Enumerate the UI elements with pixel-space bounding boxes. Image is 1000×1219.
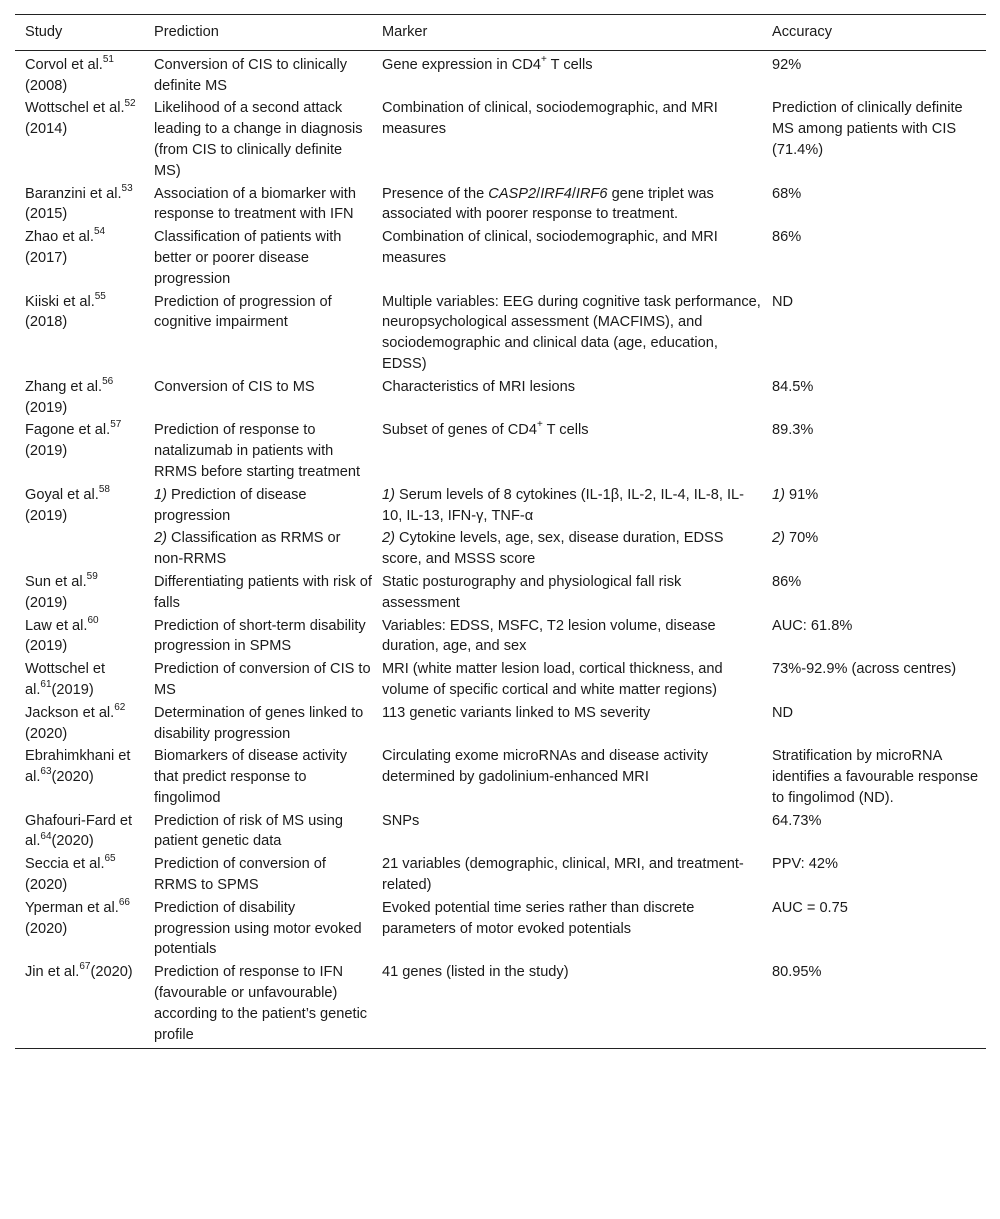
accuracy-cell: 64.73% <box>772 812 822 829</box>
accuracy-cell: PPV: 42% <box>772 856 838 873</box>
prediction-cell: Prediction of disability progression using motor evoked potentials <box>154 899 362 958</box>
prediction-cell: Prediction of short-term disability progression in SPMS <box>154 617 366 655</box>
study-cell: Ebrahimkhani et al.$^{63}$(2020) <box>25 748 131 786</box>
prediction-cell: Prediction of response to IFN (favourable or unfavourable) according to the patient’s genetic profile <box>144 962 372 1049</box>
accuracy-cell: 1) 91% <box>772 486 819 503</box>
prediction-cell: Prediction of progression of cognitive impairment <box>154 293 332 331</box>
accuracy-cell: 86% <box>772 229 802 246</box>
accuracy-cell: 86% <box>772 573 802 590</box>
study-cell: Kiiski et al.$^{55}$ (2018) <box>25 290 106 331</box>
accuracy-cell: AUC: 61.8% <box>772 617 853 634</box>
prediction-cell: Determination of genes linked to disability progression <box>154 704 364 742</box>
table-row <box>15 616 986 660</box>
marker-cell: Multiple variables: EEG during cognitive task performance, neuropsychological assessment (MACFIMS), and sociodemographic and clinical data (age, education, EDSS) <box>382 293 761 372</box>
study-cell: Sun et al.$^{59}$ (2019) <box>25 571 98 611</box>
accuracy-cell: Stratification by microRNA identifies a favourable response to fingolimod (ND). <box>772 748 979 806</box>
marker-cell: 1) Serum levels of 8 cytokines (IL-1β, IL-2, IL-4, IL-8, IL-10, IL-13, IFN-γ, TNF-α <box>382 486 745 524</box>
table-row <box>15 184 986 228</box>
table-row <box>15 659 986 703</box>
study-cell: Fagone et al.$^{57}$ (2019) <box>25 419 122 460</box>
accuracy-cell: 84.5% <box>772 378 814 395</box>
study-cell: Seccia et al.$^{65}$ (2020) <box>25 853 116 894</box>
prediction-cell: Conversion of CIS to clinically definite MS <box>154 56 348 94</box>
marker-cell: 2) Cytokine levels, age, sex, disease duration, EDSS score, and MSSS score <box>382 530 724 568</box>
accuracy-cell: 89.3% <box>772 422 814 439</box>
marker-cell: Evoked potential time series rather than discrete parameters of motor evoked potentials <box>382 899 695 937</box>
marker-cell: Variables: EDSS, MSFC, T2 lesion volume, disease duration, age, and sex <box>382 617 716 655</box>
accuracy-cell: 2) 70% <box>772 530 819 547</box>
study-cell: Baranzini et al.$^{53}$ (2015) <box>25 182 133 223</box>
marker-cell: 41 genes (listed in the study) <box>372 962 762 1049</box>
table-row <box>15 227 986 291</box>
marker-cell: Combination of clinical, sociodemographic, and MRI measures <box>382 100 718 138</box>
header-accuracy: Accuracy <box>762 15 986 51</box>
table-row <box>15 811 986 855</box>
marker-cell: Circulating exome microRNAs and disease activity determined by gadolinium-enhanced MRI <box>382 748 709 786</box>
prediction-cell: Conversion of CIS to MS <box>154 378 315 395</box>
prediction-cell: Prediction of response to natalizumab in patients with RRMS before starting treatment <box>154 422 361 480</box>
accuracy-cell: ND <box>772 704 794 721</box>
studies-table <box>15 14 986 1049</box>
study-cell: Zhang et al.$^{56}$ (2019) <box>25 375 114 416</box>
study-cell: Jin et al.$^{67}$(2020) <box>15 962 144 1049</box>
prediction-cell: 2) Classification as RRMS or non-RRMS <box>154 530 341 568</box>
table-row <box>15 962 986 1049</box>
study-cell: Corvol et al.$^{51}$ (2008) <box>25 53 114 94</box>
marker-cell: Subset of genes of CD4+ T cells <box>382 419 589 439</box>
accuracy-cell: AUC = 0.75 <box>772 899 848 916</box>
marker-cell: 21 variables (demographic, clinical, MRI, and treatment-related) <box>382 856 744 894</box>
table-row <box>15 292 986 377</box>
accuracy-cell: 68% <box>772 185 802 202</box>
table-row <box>15 854 986 898</box>
marker-cell: 113 genetic variants linked to MS severity <box>382 704 651 721</box>
marker-cell: Static posturography and physiological fall risk assessment <box>382 573 682 611</box>
table-header-row <box>15 15 986 51</box>
prediction-cell: Classification of patients with better or poorer disease progression <box>154 229 342 287</box>
table-row <box>15 746 986 810</box>
table-row <box>15 485 986 529</box>
table-row <box>15 898 986 962</box>
header-prediction: Prediction <box>144 15 372 51</box>
study-cell: Zhao et al.$^{54}$ (2017) <box>25 226 106 266</box>
prediction-cell: 1) Prediction of disease progression <box>154 486 307 524</box>
marker-cell: MRI (white matter lesion load, cortical thickness, and volume of specific cortical and white matter regions) <box>382 661 723 698</box>
prediction-cell: Association of a biomarker with response to treatment with IFN <box>154 185 356 223</box>
table-row <box>15 572 986 616</box>
table-row <box>15 98 986 183</box>
accuracy-cell: Prediction of clinically definite MS among patients with CIS (71.4%) <box>772 100 963 158</box>
header-marker: Marker <box>372 15 762 51</box>
accuracy-cell: 92% <box>772 56 802 73</box>
marker-cell: Combination of clinical, sociodemographic, and MRI measures <box>382 229 718 266</box>
table-row <box>15 528 986 572</box>
prediction-cell: Prediction of conversion of CIS to MS <box>154 661 371 698</box>
marker-cell: Characteristics of MRI lesions <box>382 378 576 395</box>
prediction-cell: Differentiating patients with risk of falls <box>154 573 372 611</box>
study-cell: Wottschel et al.$^{52}$ (2014) <box>25 97 136 138</box>
study-cell: Goyal et al.$^{58}$ (2019) <box>25 483 110 524</box>
accuracy-cell: 73%-92.9% (across centres) <box>772 661 957 678</box>
study-cell: Ghafouri-Fard et al.$^{64}$(2020) <box>25 812 133 850</box>
table-row <box>15 703 986 747</box>
marker-cell: Gene expression in CD4+ T cells <box>382 53 593 73</box>
table-row <box>15 420 986 484</box>
accuracy-cell: ND <box>772 293 794 310</box>
prediction-cell: Prediction of conversion of RRMS to SPMS <box>154 856 326 894</box>
study-cell: Yperman et al.$^{66}$ (2020) <box>25 897 130 937</box>
prediction-cell: Likelihood of a second attack leading to a change in diagnosis (from CIS to clinically definite MS) <box>154 100 363 179</box>
accuracy-cell: 80.95% <box>762 962 986 1049</box>
study-cell: Wottschel et al.$^{61}$(2019) <box>25 661 106 698</box>
table-row <box>15 377 986 421</box>
prediction-cell: Biomarkers of disease activity that predict response to fingolimod <box>154 748 348 806</box>
table-row <box>15 50 986 98</box>
study-cell: Law et al.$^{60}$ (2019) <box>25 614 99 655</box>
marker-cell: Presence of the CASP2/IRF4/IRF6 gene triplet was associated with poorer response to treatment. <box>382 185 714 223</box>
study-cell: Jackson et al.$^{62}$ (2020) <box>25 701 126 742</box>
header-study: Study <box>15 15 144 51</box>
prediction-cell: Prediction of risk of MS using patient genetic data <box>154 812 343 850</box>
marker-cell: SNPs <box>382 812 420 829</box>
